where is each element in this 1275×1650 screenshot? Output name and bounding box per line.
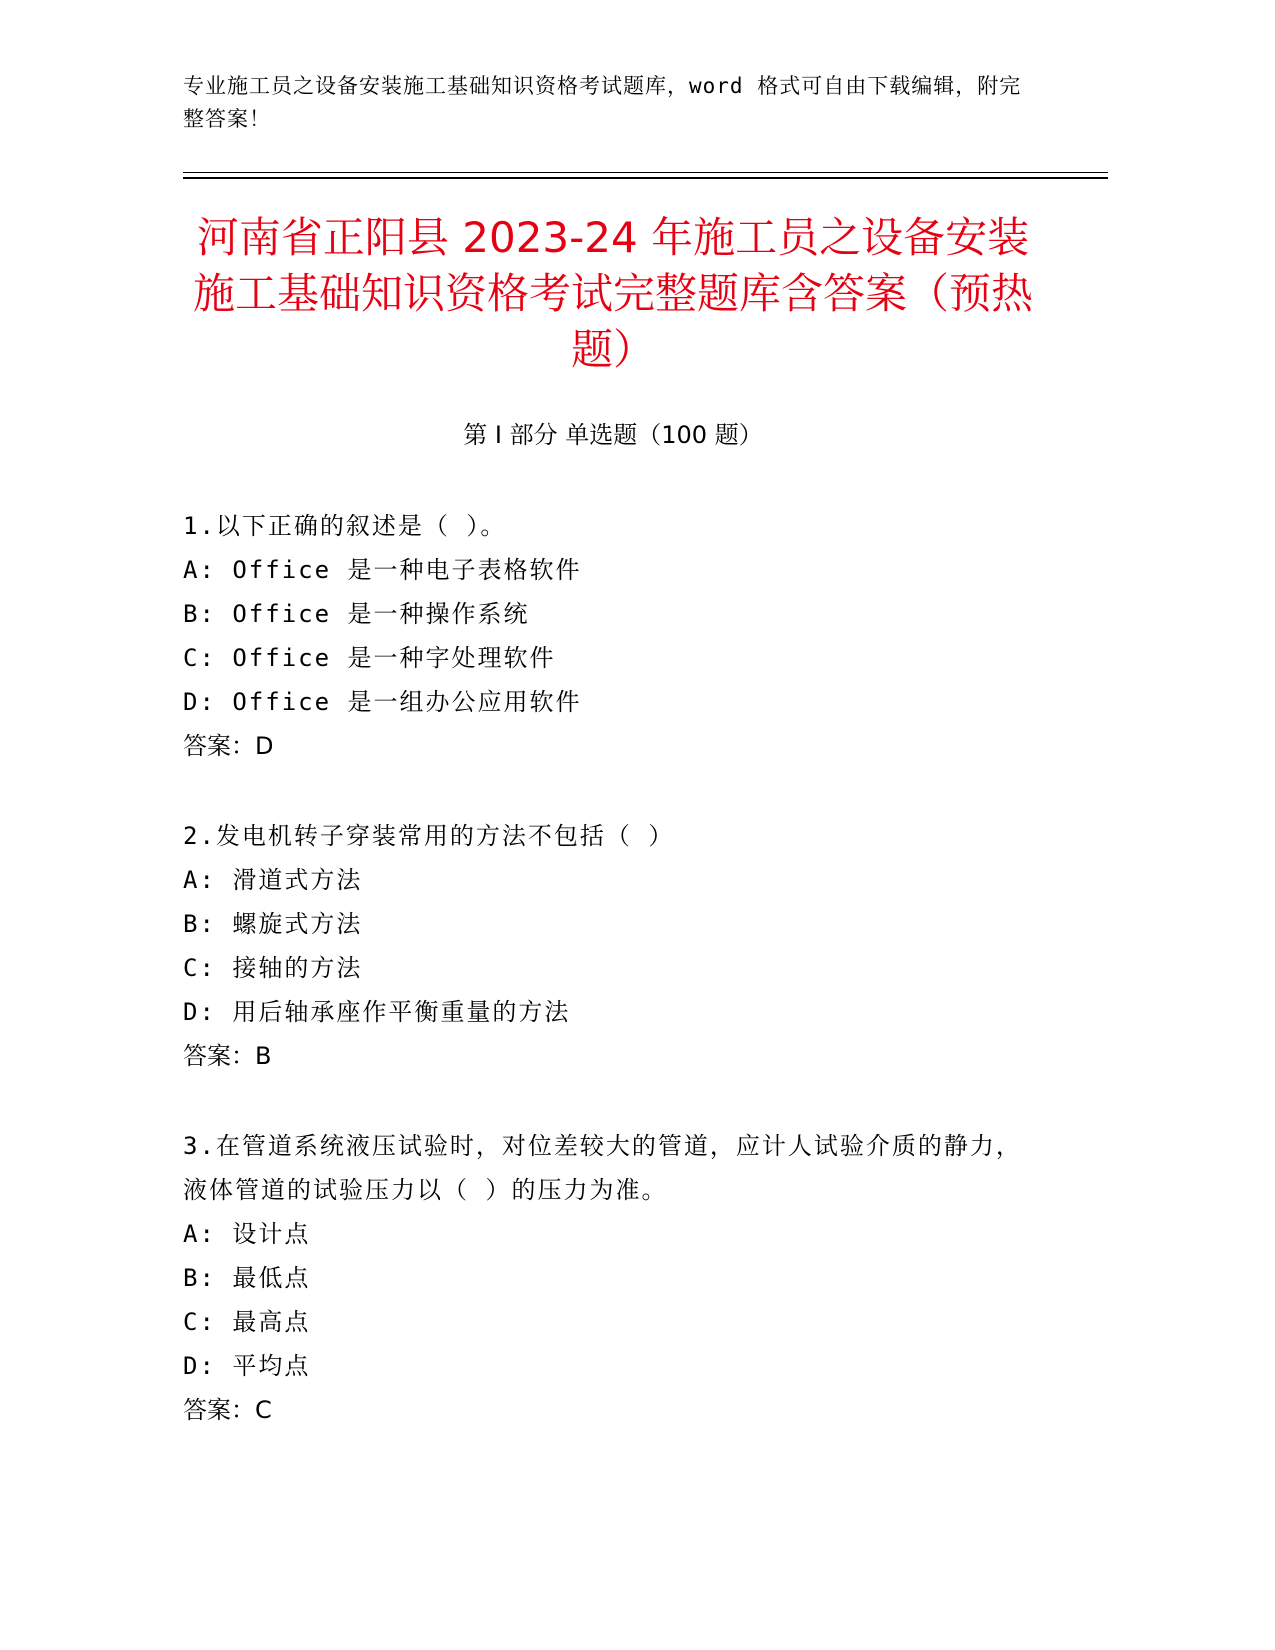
header-divider-thick — [183, 177, 1108, 179]
question-3 — [183, 1124, 1043, 1432]
option-c: C: 最高点 — [183, 1308, 311, 1336]
question-stem: 1.以下正确的叙述是（ ）。 — [183, 512, 507, 540]
option-a: A: 设计点 — [183, 1220, 311, 1248]
section-heading: 第 I 部分 单选题（100 题） — [463, 421, 763, 449]
answer: 答案：B — [183, 1042, 272, 1070]
answer: 答案：C — [183, 1396, 272, 1424]
question-1 — [183, 504, 1043, 768]
header-divider-thin — [183, 172, 1108, 173]
option-b: B: 螺旋式方法 — [183, 910, 363, 938]
answer: 答案：D — [183, 732, 274, 760]
option-b: B: 最低点 — [183, 1264, 311, 1292]
question-list — [183, 504, 1043, 1478]
option-c: C: Office 是一种字处理软件 — [183, 644, 556, 672]
option-a: A: Office 是一种电子表格软件 — [183, 556, 582, 584]
option-d: D: 用后轴承座作平衡重量的方法 — [183, 998, 571, 1026]
question-2 — [183, 814, 1043, 1078]
header-note: 专业施工员之设备安装施工基础知识资格考试题库，word 格式可自由下载编辑，附完整答案！ — [183, 74, 1022, 131]
option-d: D: 平均点 — [183, 1352, 311, 1380]
option-a: A: 滑道式方法 — [183, 866, 363, 894]
option-d: D: Office 是一组办公应用软件 — [183, 688, 582, 716]
document-title: 河南省正阳县 2023-24 年施工员之设备安装施工基础知识资格考试完整题库含答案（预热题） — [192, 213, 1033, 374]
option-b: B: Office 是一种操作系统 — [183, 600, 530, 628]
question-stem: 3.在管道系统液压试验时，对位差较大的管道，应计人试验介质的静力，液体管道的试验压力以（ ）的压力为准。 — [183, 1132, 1022, 1204]
option-c: C: 接轴的方法 — [183, 954, 363, 982]
question-stem: 2.发电机转子穿装常用的方法不包括（ ） — [183, 822, 675, 850]
